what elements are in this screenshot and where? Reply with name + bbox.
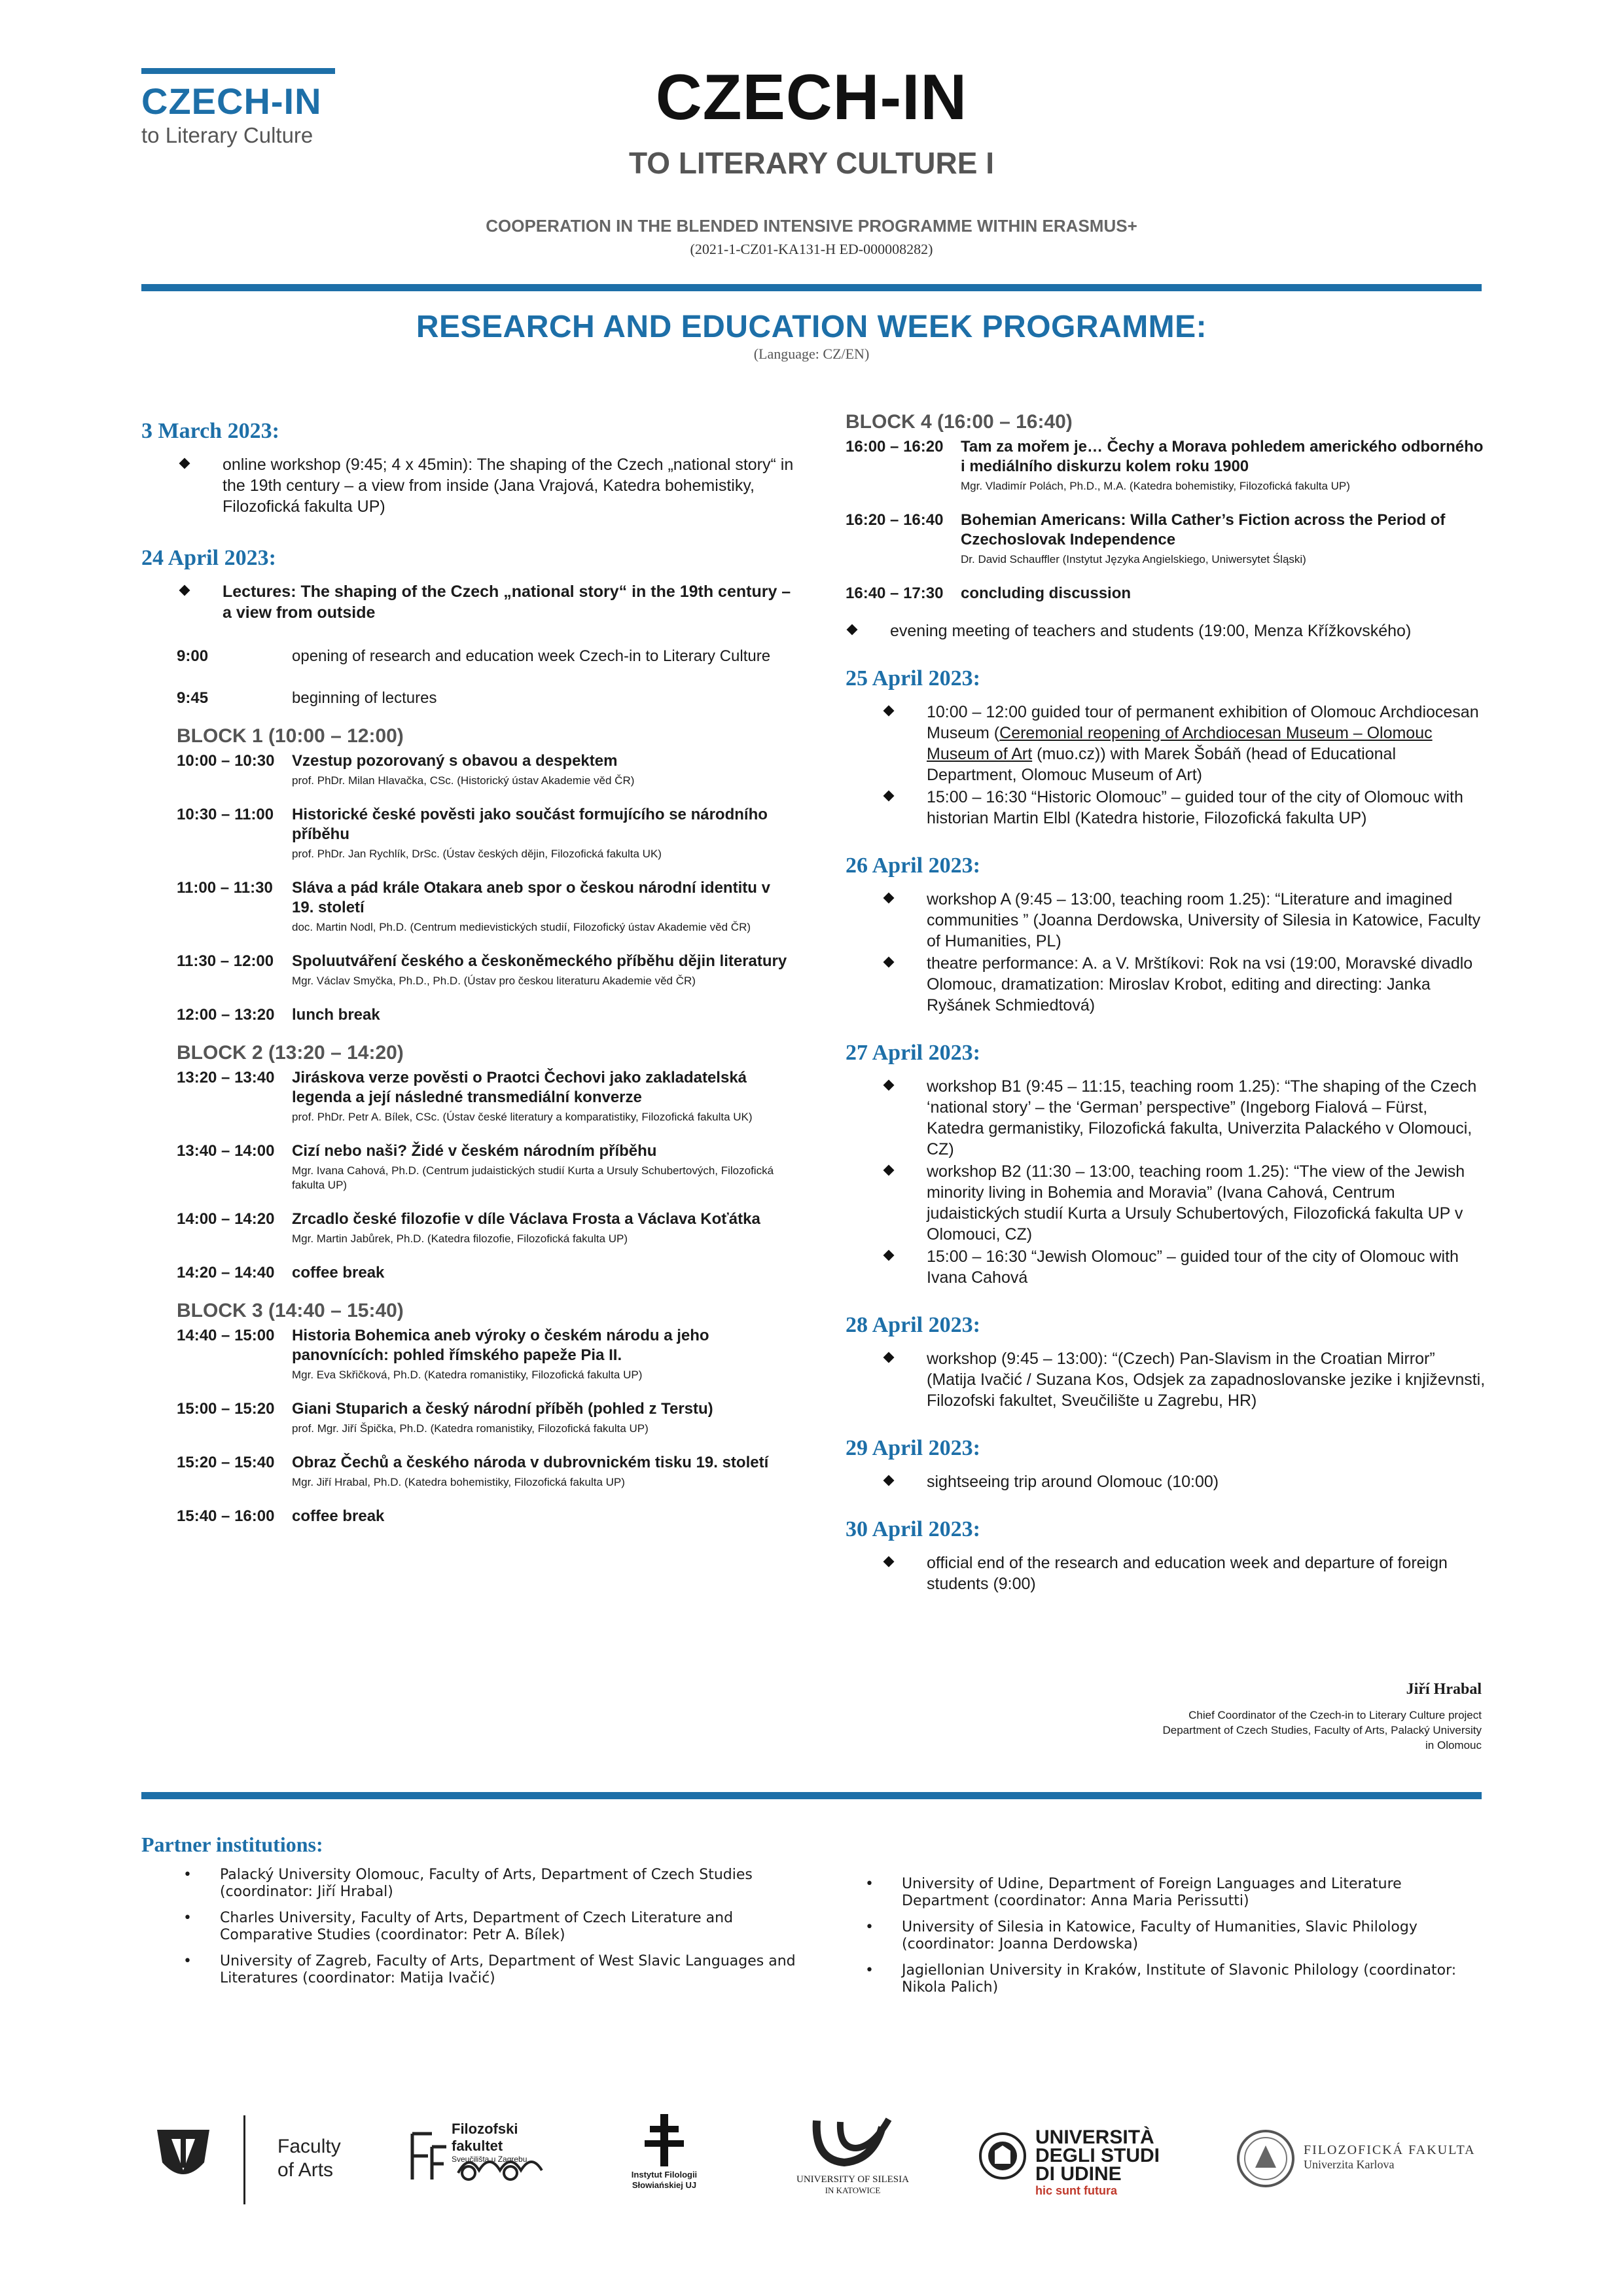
schedule-row: 10:30 – 11:00 Historické české pověsti jako součást formujícího se národního příběhu prof. PhDr. Jan Rychlík, DrSc. (Ústav českých dějin, Filozofická fakulta UK) bbox=[177, 806, 768, 860]
schedule-row: 16:00 – 16:20 Tam za mořem je… Čechy a Morava pohledem amerického odborného i mediálního diskurzu kolem roku 1900 Mgr. Vladimír Polách, Ph.D., M.A. (Katedra bohemistiky, Filozofická fakulta UP) bbox=[846, 438, 1484, 492]
diamond-bullet-icon bbox=[883, 957, 895, 968]
jagiellonian-logo bbox=[615, 2114, 713, 2206]
block-title: BLOCK 2 (13:20 – 14:20) bbox=[177, 1042, 404, 1064]
partners-heading: Partner institutions: bbox=[141, 1833, 323, 1856]
block-title: BLOCK 1 (10:00 – 12:00) bbox=[177, 725, 404, 747]
page-title: CZECH-IN bbox=[655, 61, 968, 133]
diamond-bullet-icon bbox=[883, 1080, 895, 1091]
jagiellonian-line2: Słowiańskiej UJ bbox=[632, 2180, 697, 2190]
schedule-row: 13:40 – 14:00 Cizí nebo naši? Židé v českém národním příběhu Mgr. Ivana Cahová, Ph.D. (Centrum judaistických studií Kurta a Ursuly Schubertových, Filozofická fakulta UP) bbox=[177, 1142, 774, 1191]
schedule-row: 15:00 – 15:20 Giani Stuparich a český národní příběh (pohled z Terstu) prof. Mgr. Jiří Špička, Ph.D. (Katedra romanistiky, Filozofická fakulta UP) bbox=[177, 1400, 713, 1435]
charles-seal-icon bbox=[1236, 2128, 1296, 2189]
zagreb-name: Filozofski fakultet bbox=[452, 2121, 518, 2154]
signature-role: Chief Coordinator of the Czech-in to Literary Culture project bbox=[1188, 1709, 1482, 1721]
list-item: 15:00 – 16:30 “Jewish Olomouc” – guided tour of the city of Olomouc with Ivana Cahová bbox=[885, 1246, 1487, 1288]
list-item: workshop B2 (11:30 – 13:00, teaching room 1.25): “The view of the Jewish minority living in Bohemia and Moravia” (Ivana Cahová, Centrum judaistických studií Kurta a Ursuly Schubertových, Filozofická fakulta UP v Olomouci, CZ) bbox=[885, 1161, 1487, 1245]
jagiellonian-line1: Instytut Filologii bbox=[631, 2170, 698, 2179]
partner-item: • University of Udine, Department of Foreign Languages and Literature Department (coordinator: Anna Maria Perissutti) bbox=[865, 1876, 1467, 1910]
diamond-bullet-icon bbox=[883, 1165, 895, 1176]
date-heading: 27 April 2023: bbox=[846, 1041, 980, 1065]
schedule-row: 14:20 – 14:40 coffee break bbox=[177, 1264, 385, 1282]
schedule-row: 11:00 – 11:30 Sláva a pád krále Otakara aneb spor o českou národní identitu v 19. století doc. Martin Nodl, Ph.D. (Centrum medievistických studií, Filozofický ústav Akademie věd ČR) bbox=[177, 879, 770, 933]
charles-line2: Univerzita Karlova bbox=[1304, 2158, 1395, 2171]
silesia-logo bbox=[777, 2114, 928, 2206]
list-item: 10:00 – 12:00 guided tour of permanent exhibition of Olomouc Archdiocesan Museum (Ceremonial reopening of Archdiocesan Museum – Olomouc Museum of Art (muo.cz)) with Marek Šobáň (head of Educational Department, Olomouc Museum of Art) bbox=[885, 702, 1487, 785]
date-heading: 28 April 2023: bbox=[846, 1313, 980, 1337]
udine-motto: hic sunt futura bbox=[1035, 2184, 1117, 2197]
silesia-emblem-icon bbox=[810, 2114, 895, 2170]
signature bbox=[1024, 1681, 1482, 1753]
double-cross-icon bbox=[645, 2114, 684, 2166]
udine-line3: DI UDINE bbox=[1035, 2163, 1122, 2185]
diamond-bullet-icon bbox=[883, 1475, 895, 1486]
partner-item: • Charles University, Faculty of Arts, Department of Czech Literature and Comparative Studies (coordinator: Petr A. Bílek) bbox=[183, 1910, 812, 1944]
schedule-row: 16:20 – 16:40 Bohemian Americans: Willa Cather’s Fiction across the Period of Czechoslovak Independence Dr. David Schauffler (Instytut Języka Angielskiego, Uniwersytet Śląski) bbox=[846, 511, 1446, 565]
partner-item: • University of Silesia in Katowice, Faculty of Humanities, Slavic Philology (coordinator: Joanna Derdowska) bbox=[865, 1919, 1467, 1953]
date-heading: 29 April 2023: bbox=[846, 1436, 980, 1460]
list-item: online workshop (9:45; 4 x 45min): The shaping of the Czech „national story“ in the 19th century – a view from inside (Jana Vrajová, Katedra bohemistiky, Filozofická fakulta UP) bbox=[181, 454, 796, 517]
palacky-shield-logo bbox=[152, 2114, 243, 2206]
date-heading: 25 April 2023: bbox=[846, 666, 980, 691]
right-column bbox=[846, 411, 1487, 1596]
page-subtitle: TO LITERARY CULTURE I bbox=[629, 146, 994, 180]
schedule-row: 12:00 – 13:20 lunch break bbox=[177, 1006, 380, 1024]
schedule-row: 10:00 – 10:30 Vzestup pozorovaný s obavou a despektem prof. PhDr. Milan Hlavačka, CSc. (Historický ústav Akademie věd ČR) bbox=[177, 752, 635, 787]
logo-name: CZECH-IN bbox=[141, 81, 322, 122]
language-note: (Language: CZ/EN) bbox=[753, 346, 870, 362]
list-item: 15:00 – 16:30 “Historic Olomouc” – guided tour of the city of Olomouc with historian Martin Elbl (Katedra historie, Filozofická fakulta UP) bbox=[885, 787, 1487, 829]
udine-line1: UNIVERSITÀ bbox=[1035, 2126, 1154, 2148]
faculty-of-arts-logo: Faculty of Arts bbox=[277, 2136, 341, 2181]
palacky-shield-icon bbox=[152, 2125, 215, 2187]
list-item: evening meeting of teachers and students (19:00, Menza Křížkovského) bbox=[848, 620, 1487, 641]
date-heading: 26 April 2023: bbox=[846, 853, 980, 878]
schedule-row: 15:20 – 15:40 Obraz Čechů a českého národa v dubrovnickém tisku 19. století Mgr. Jiří Hrabal, Ph.D. (Katedra bohemistiky, Filozofická fakulta UP) bbox=[177, 1454, 769, 1488]
diamond-bullet-icon bbox=[179, 585, 190, 596]
charles-line1: FILOZOFICKÁ FAKULTA bbox=[1304, 2143, 1476, 2157]
list-item: official end of the research and education week and departure of foreign students (9:00) bbox=[885, 1552, 1487, 1594]
diamond-bullet-icon bbox=[883, 706, 895, 717]
zagreb-logo bbox=[406, 2114, 556, 2206]
signature-department: Department of Czech Studies, Faculty of Arts, Palacký University bbox=[1162, 1724, 1482, 1736]
list-item: workshop A (9:45 – 13:00, teaching room 1.25): “Literature and imagined communities ” (Joanna Derdowska, University of Silesia in Katowice, Faculty of Humanities, PL) bbox=[885, 889, 1487, 952]
partner-item: • University of Zagreb, Faculty of Arts, Department of West Slavic Languages and Literatures (coordinator: Matija Ivačić) bbox=[183, 1953, 812, 1987]
logo-divider bbox=[243, 2115, 245, 2204]
programme-title: RESEARCH AND EDUCATION WEEK PROGRAMME: bbox=[416, 310, 1207, 344]
schedule-row: 16:40 – 17:30 concluding discussion bbox=[846, 584, 1132, 602]
date-heading: 30 April 2023: bbox=[846, 1517, 980, 1541]
footer-divider bbox=[141, 1792, 1482, 1799]
date-heading: 3 March 2023: bbox=[141, 419, 279, 443]
schedule-row: 13:20 – 13:40 Jiráskova verze pověsti o Praotci Čechovi jako zakladatelská legenda a její následné transmediální konverze prof. PhDr. Petr A. Bílek, CSc. (Ústav české literatury a komparatistiky, Filozofická fakulta UK) bbox=[177, 1069, 753, 1123]
schedule-row: 9:45 beginning of lectures bbox=[177, 689, 437, 707]
list-item: theatre performance: A. a V. Mrštíkovi: Rok na vsi (19:00, Moravské divadlo Olomouc, dramatization: Miroslav Krobot, editing and directing: Janka Ryšánek Schmiedtová) bbox=[885, 953, 1487, 1016]
partner-item: • Jagiellonian University in Kraków, Institute of Slavonic Philology (coordinator: Nikola Palich) bbox=[865, 1962, 1467, 1996]
cooperation-line: COOPERATION IN THE BLENDED INTENSIVE PROGRAMME WITHIN ERASMUS+ bbox=[486, 216, 1137, 236]
logo-tagline: to Literary Culture bbox=[141, 123, 313, 147]
partner-item: • Palacký University Olomouc, Faculty of Arts, Department of Czech Studies (coordinator: Jiří Hrabal) bbox=[183, 1867, 812, 1901]
schedule-row: 9:00 opening of research and education week Czech-in to Literary Culture bbox=[177, 647, 771, 665]
diamond-bullet-icon bbox=[883, 1556, 895, 1568]
schedule-row: 11:30 – 12:00 Spoluutváření českého a českoněmeckého příběhu dějin literatury Mgr. Václav Smyčka, Ph.D., Ph.D. (Ústav pro českou literaturu Akademie věd ČR) bbox=[177, 952, 787, 987]
partners-list-right bbox=[865, 1876, 1467, 2005]
zagreb-subname: Sveučilišta u Zagrebu bbox=[452, 2155, 527, 2164]
registration-number: (2021-1-CZ01-KA131-H ED-000008282) bbox=[690, 241, 933, 257]
diamond-bullet-icon bbox=[883, 893, 895, 904]
signature-city: in Olomouc bbox=[1425, 1739, 1482, 1751]
diamond-bullet-icon bbox=[179, 458, 190, 469]
silesia-line1: UNIVERSITY OF SILESIA bbox=[796, 2174, 909, 2185]
diamond-bullet-icon bbox=[883, 791, 895, 802]
signature-name: Jiří Hrabal bbox=[1406, 1681, 1482, 1698]
block-title: BLOCK 4 (16:00 – 16:40) bbox=[846, 411, 1073, 433]
museum-link[interactable]: Ceremonial reopening of Archdiocesan Museum – Olomouc Museum of Art bbox=[927, 724, 1433, 763]
schedule-row: 14:40 – 15:00 Historia Bohemica aneb výroky o českém národu a jeho panovnících: pohled římského papeže Pia II. Mgr. Eva Skřičková, Ph.D. (Katedra romanistiky, Filozofická fakulta UP) bbox=[177, 1327, 709, 1381]
block-title: BLOCK 3 (14:40 – 15:40) bbox=[177, 1300, 404, 1321]
list-item: workshop B1 (9:45 – 11:15, teaching room 1.25): “The shaping of the Czech ‘national story’ – the ‘German’ perspective” (Ingeborg Fialová – Fürst, Katedra germanistiky, Filozofická fakulta, Univerzita Palackého v Olomouci, CZ) bbox=[885, 1076, 1487, 1160]
zagreb-emblem-icon bbox=[406, 2127, 556, 2186]
diamond-bullet-icon bbox=[847, 624, 858, 636]
diamond-bullet-icon bbox=[883, 1250, 895, 1261]
udine-seal-icon bbox=[978, 2131, 1027, 2181]
list-item: workshop (9:45 – 13:00): “(Czech) Pan-Slavism in the Croatian Mirror” (Matija Ivačić / Suzana Kos, Odsjek za zapadnoslovanske jezike i književnsti, Filozofski fakultet, Sveučilište u Zagrebu, HR) bbox=[885, 1348, 1487, 1411]
udine-logo bbox=[978, 2114, 1174, 2206]
silesia-line2: IN KATOWICE bbox=[825, 2185, 881, 2195]
header-divider bbox=[141, 284, 1482, 291]
partners-list-left bbox=[183, 1867, 812, 1996]
schedule-row: 15:40 – 16:00 coffee break bbox=[177, 1507, 385, 1525]
list-item: Lectures: The shaping of the Czech „national story“ in the 19th century – a view from outside bbox=[181, 581, 796, 623]
list-item: sightseeing trip around Olomouc (10:00) bbox=[885, 1471, 1487, 1492]
date-heading: 24 April 2023: bbox=[141, 546, 276, 570]
udine-line2: DEGLI STUDI bbox=[1035, 2145, 1160, 2166]
schedule-row: 14:00 – 14:20 Zrcadlo české filozofie v díle Václava Frosta a Václava Koťátka Mgr. Martin Jabůrek, Ph.D. (Katedra filozofie, Filozofická fakulta UP) bbox=[177, 1210, 760, 1245]
diamond-bullet-icon bbox=[883, 1352, 895, 1363]
charles-logo bbox=[1236, 2114, 1484, 2206]
left-column bbox=[141, 419, 796, 1526]
